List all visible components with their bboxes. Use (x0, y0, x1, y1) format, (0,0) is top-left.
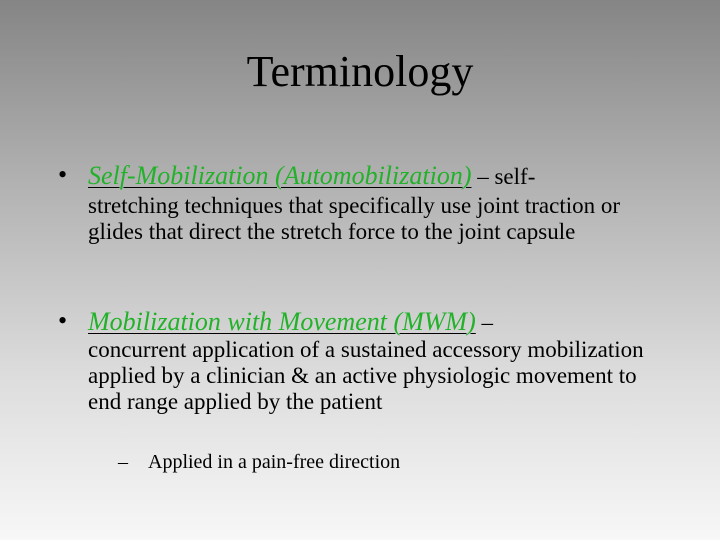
term-mwm: Mobilization with Movement (MWM) (88, 307, 476, 336)
bullet-description: concurrent application of a sustained accessory mobilization applied by a clinician & an active physiologic movement to end range applied by the patient (88, 337, 644, 414)
bullet-mwm (58, 308, 668, 415)
bullet-heading-line (88, 308, 668, 337)
bullet-heading-line (88, 162, 668, 191)
sub-bullet-marker: – (118, 451, 128, 473)
sub-bullet-pain-free (118, 450, 400, 474)
bullet-body (88, 162, 668, 245)
bullet-marker: • (58, 306, 68, 335)
bullet-description: stretching techniques that specifically use joint traction or glides that direct the stretch force to the joint capsule (88, 193, 621, 244)
term-self-mobilization: Self-Mobilization (Automobilization) (88, 161, 472, 190)
bullet-self-mobilization (58, 162, 668, 245)
bullet-marker: • (58, 160, 68, 189)
bullet-body (88, 308, 668, 415)
slide-title: Terminology (246, 47, 474, 96)
bullet-lead-text: – self- (471, 164, 536, 189)
bullet-lead-text: – (475, 310, 494, 335)
sub-bullet-text: Applied in a pain-free direction (148, 451, 401, 473)
